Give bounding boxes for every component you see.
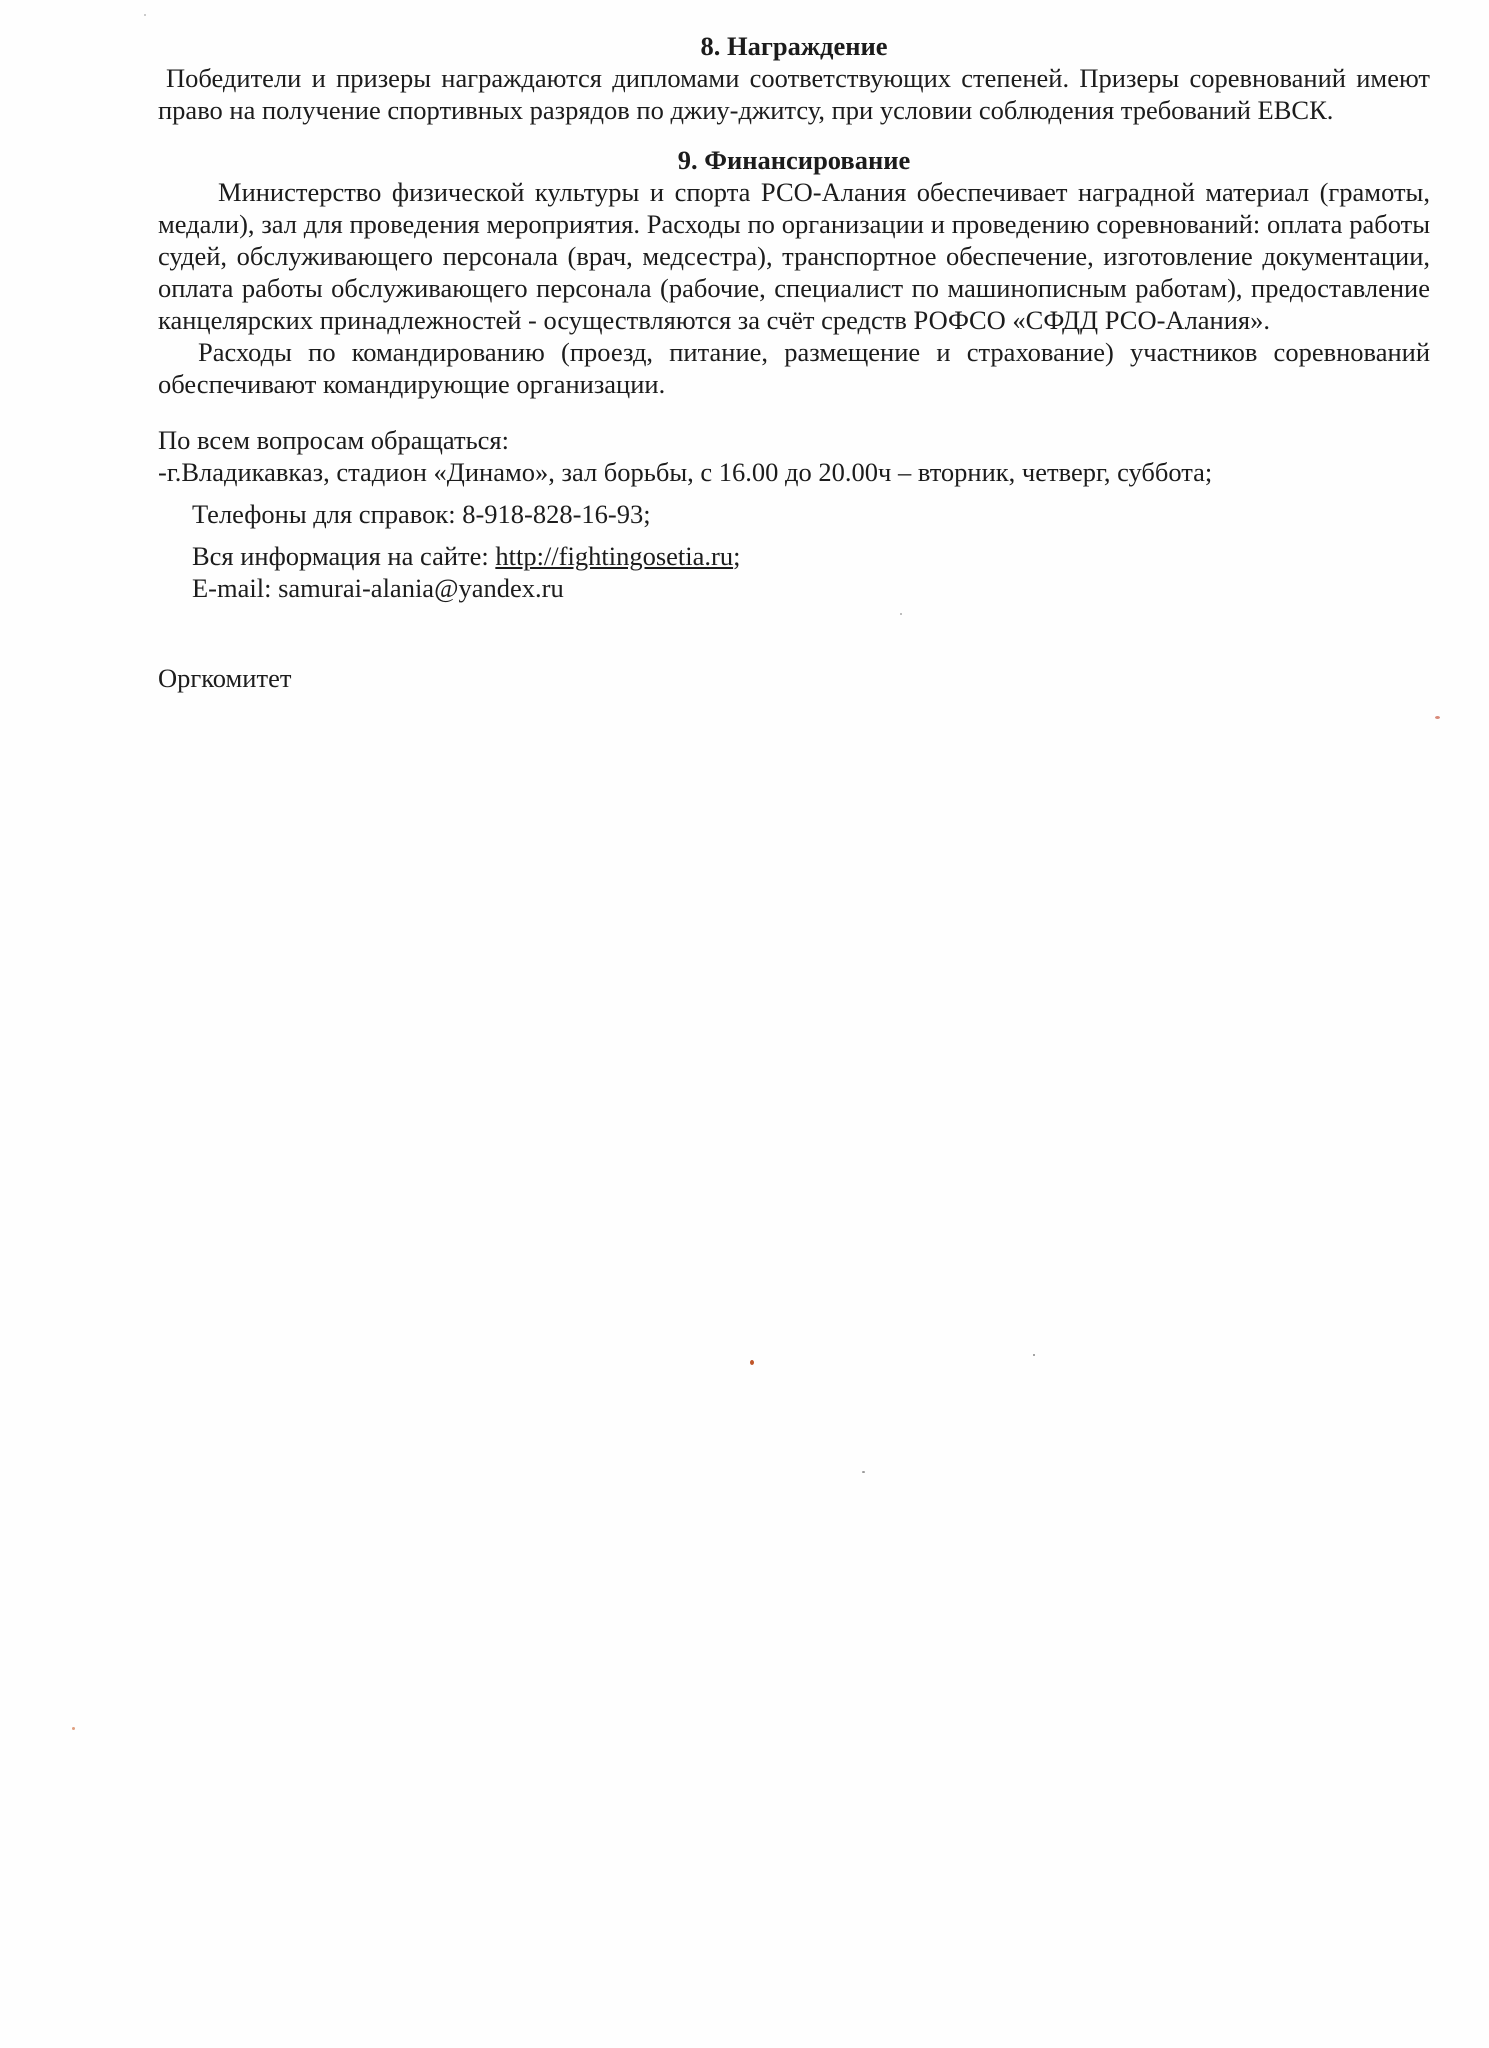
section-9-paragraph-2: Расходы по командированию (проезд, питание, размещение и страхование) участников соревнований обеспечивают командирующие организации. xyxy=(158,337,1430,399)
scan-speck xyxy=(750,1360,754,1365)
spacer xyxy=(158,400,1430,424)
signature-orgcommittee: Оргкомитет xyxy=(158,663,292,693)
contacts-intro: По всем вопросам обращаться: xyxy=(158,425,509,455)
site-link[interactable]: http://fightingosetia.ru xyxy=(495,541,734,571)
scan-speck xyxy=(1033,1354,1035,1356)
scan-speck xyxy=(72,1727,75,1730)
spacer xyxy=(158,604,1430,662)
section-9-paragraph-1: Министерство физической культуры и спорта РСО-Алания обеспечивает наградной материал (грамоты, медали), зал для проведения мероприятия. Расходы по организации и проведению соревнований: оплата работы судей, обслуживающего персонала (врач, медсестра), транспортное обеспечение, изготовление документации, оплата работы обслуживающего персонала (рабочие, специалист по машинописным работам), предоставление канцелярских принадлежностей - осуществляются за счёт средств РОФСО «СФДД РСО-Алания». xyxy=(158,177,1430,335)
site-suffix: ; xyxy=(733,541,741,571)
contacts-address: -г.Владикавказ, стадион «Динамо», зал борьбы, с 16.00 до 20.00ч – вторник, четверг, суббота; xyxy=(158,457,1213,487)
scan-speck xyxy=(1435,716,1440,719)
scan-speck xyxy=(862,1471,865,1473)
spacer xyxy=(158,530,1430,540)
section-9-heading: 9. Финансирование xyxy=(677,145,911,175)
contacts-email: E-mail: samurai-alania@yandex.ru xyxy=(192,573,564,603)
site-prefix: Вся информация на сайте: xyxy=(192,541,496,571)
document-body xyxy=(158,30,1430,694)
scan-speck xyxy=(144,14,146,16)
contacts-site xyxy=(158,540,1430,572)
contacts-phone: Телефоны для справок: 8-918-828-16-93; xyxy=(192,499,651,529)
section-8-text: Победители и призеры награждаются дипломами соответствующих степеней. Призеры соревнований имеют право на получение спортивных разрядов по джиу-джитсу, при условии соблюдения требований ЕВСК. xyxy=(158,63,1430,125)
spacer xyxy=(158,488,1430,498)
section-8-heading: 8. Награждение xyxy=(700,31,888,61)
scan-speck xyxy=(900,613,902,615)
spacer xyxy=(158,126,1430,144)
